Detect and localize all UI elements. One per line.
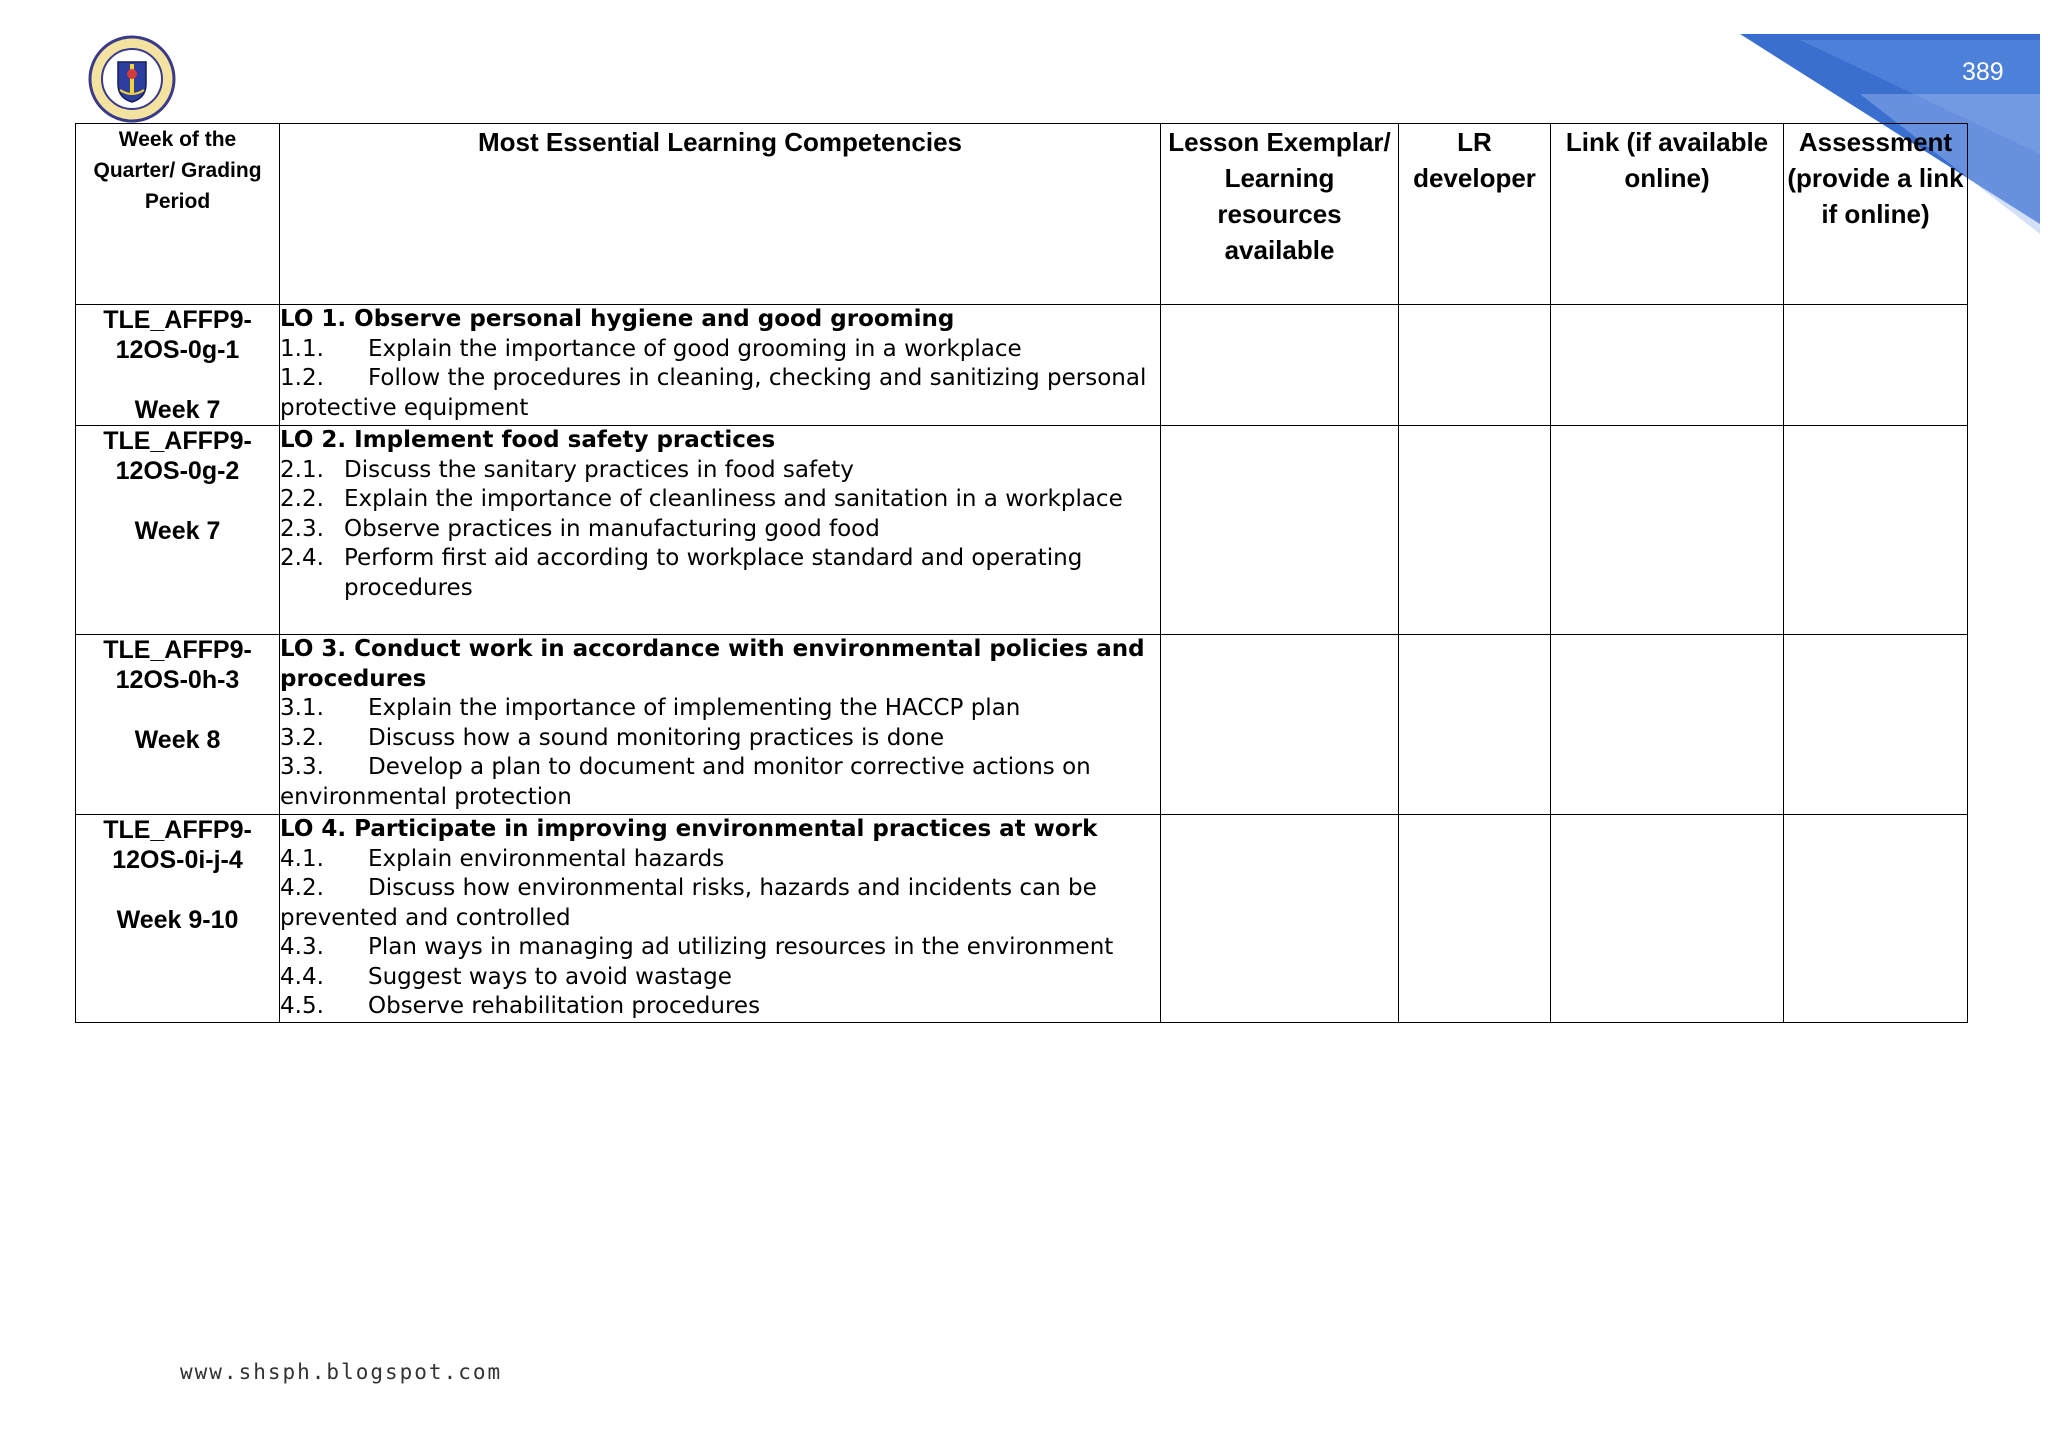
list-item [280, 456, 1160, 486]
item-continuation: protective equipment [280, 394, 529, 421]
lesson-exemplar-cell [1161, 815, 1399, 1023]
lr-developer-cell [1399, 815, 1551, 1023]
list-item [280, 485, 1160, 515]
link-cell [1551, 305, 1784, 426]
list-item [280, 724, 1160, 754]
list-item [280, 845, 1160, 875]
column-header-lesson-exemplar: Lesson Exemplar/ Learning resources available [1161, 124, 1399, 305]
footer-url[interactable]: www.shsph.blogspot.com [180, 1360, 503, 1384]
competency-code: 12OS-0h-3 [115, 666, 240, 694]
item-text: Explain the importance of implementing the HACCP plan [368, 695, 1021, 721]
lr-developer-cell [1399, 635, 1551, 815]
item-number: 4.5. [280, 993, 324, 1019]
list-item [280, 963, 1160, 993]
lo-title: LO 3. Conduct work in accordance with environmental policies and [280, 636, 1145, 662]
link-cell [1551, 815, 1784, 1023]
list-item [280, 874, 1160, 904]
item-text: Explain the importance of good grooming in a workplace [368, 335, 1022, 362]
page-number: 389 [1962, 58, 2004, 86]
list-item [280, 544, 1160, 574]
column-header-lr-developer: LR developer [1399, 124, 1551, 305]
item-text: Discuss how a sound monitoring practices is done [368, 724, 945, 751]
assessment-cell [1784, 305, 1968, 426]
item-continuation: environmental protection [280, 783, 572, 810]
list-item [280, 515, 1160, 545]
week-cell [76, 426, 280, 635]
competency-cell [280, 815, 1161, 1023]
table-row [76, 305, 1968, 426]
list-item [280, 694, 1160, 724]
item-text: Explain environmental hazards [368, 845, 725, 872]
item-text: Observe rehabilitation procedures [368, 993, 761, 1019]
week-label: Week 7 [134, 396, 221, 424]
lo-title-continuation: procedures [280, 665, 427, 692]
item-continuation: prevented and controlled [280, 904, 571, 931]
table-row [76, 426, 1968, 635]
item-number: 2.2. [280, 486, 324, 512]
list-item [280, 992, 1160, 1022]
item-number: 4.2. [280, 875, 324, 901]
competency-code: TLE_AFFP9- [103, 636, 252, 664]
week-cell [76, 305, 280, 426]
week-label: Week 7 [134, 517, 221, 545]
item-text: Plan ways in managing ad utilizing resources in the environment [368, 934, 1114, 960]
item-text: Develop a plan to document and monitor corrective actions on [368, 754, 1091, 780]
competency-code: TLE_AFFP9- [103, 816, 252, 844]
item-text: Explain the importance of cleanliness and sanitation in a workplace [344, 486, 1123, 512]
lo-title: LO 1. Observe personal hygiene and good grooming [280, 306, 955, 332]
item-number: 2.4. [280, 545, 324, 571]
column-header-competencies: Most Essential Learning Competencies [280, 124, 1161, 305]
table-row [76, 635, 1968, 815]
item-number: 4.3. [280, 934, 324, 960]
lesson-exemplar-cell [1161, 635, 1399, 815]
competency-code: 12OS-0g-2 [115, 457, 240, 485]
lr-developer-cell [1399, 426, 1551, 635]
column-header-assessment: Assessment (provide a link if online) [1784, 124, 1968, 305]
competency-code: TLE_AFFP9- [103, 306, 252, 334]
week-label: Week 8 [134, 726, 221, 754]
week-cell [76, 635, 280, 815]
item-number: 1.2. [280, 365, 324, 391]
lr-developer-cell [1399, 305, 1551, 426]
item-text: Discuss the sanitary practices in food safety [344, 456, 854, 483]
item-text: Suggest ways to avoid wastage [368, 963, 732, 990]
competency-table [75, 123, 1968, 1023]
link-cell [1551, 426, 1784, 635]
item-number: 4.1. [280, 845, 324, 872]
item-number: 2.1. [280, 456, 324, 483]
assessment-cell [1784, 426, 1968, 635]
lo-title: LO 2. Implement food safety practices [280, 427, 776, 453]
item-number: 3.3. [280, 754, 324, 780]
table-row [76, 815, 1968, 1023]
table-header-row [76, 124, 1968, 305]
item-continuation: procedures [344, 574, 473, 601]
item-number: 1.1. [280, 335, 324, 362]
week-label: Week 9-10 [116, 906, 239, 934]
link-cell [1551, 635, 1784, 815]
item-text: Discuss how environmental risks, hazards and incidents can be [368, 875, 1097, 901]
competency-cell [280, 635, 1161, 815]
item-number: 3.2. [280, 724, 324, 751]
competency-cell [280, 426, 1161, 635]
competency-cell [280, 305, 1161, 426]
list-item [280, 753, 1160, 783]
list-item [280, 335, 1160, 365]
lesson-exemplar-cell [1161, 305, 1399, 426]
competency-code: 12OS-0i-j-4 [112, 846, 243, 874]
item-text: Perform first aid according to workplace standard and operating [344, 545, 1083, 571]
lo-title: LO 4. Participate in improving environmental practices at work [280, 816, 1098, 842]
column-header-link: Link (if available online) [1551, 124, 1784, 305]
item-text: Observe practices in manufacturing good food [344, 515, 880, 542]
lesson-exemplar-cell [1161, 426, 1399, 635]
assessment-cell [1784, 815, 1968, 1023]
competency-code: TLE_AFFP9- [103, 427, 252, 455]
week-cell [76, 815, 280, 1023]
item-number: 3.1. [280, 695, 324, 721]
item-number: 2.3. [280, 515, 324, 542]
column-header-week: Week of the Quarter/ Grading Period [76, 124, 280, 305]
list-item [280, 933, 1160, 963]
list-item [280, 364, 1160, 394]
competency-code: 12OS-0g-1 [115, 336, 240, 364]
item-number: 4.4. [280, 963, 324, 990]
assessment-cell [1784, 635, 1968, 815]
deped-seal-icon [84, 34, 180, 124]
item-text: Follow the procedures in cleaning, checking and sanitizing personal [368, 365, 1147, 391]
